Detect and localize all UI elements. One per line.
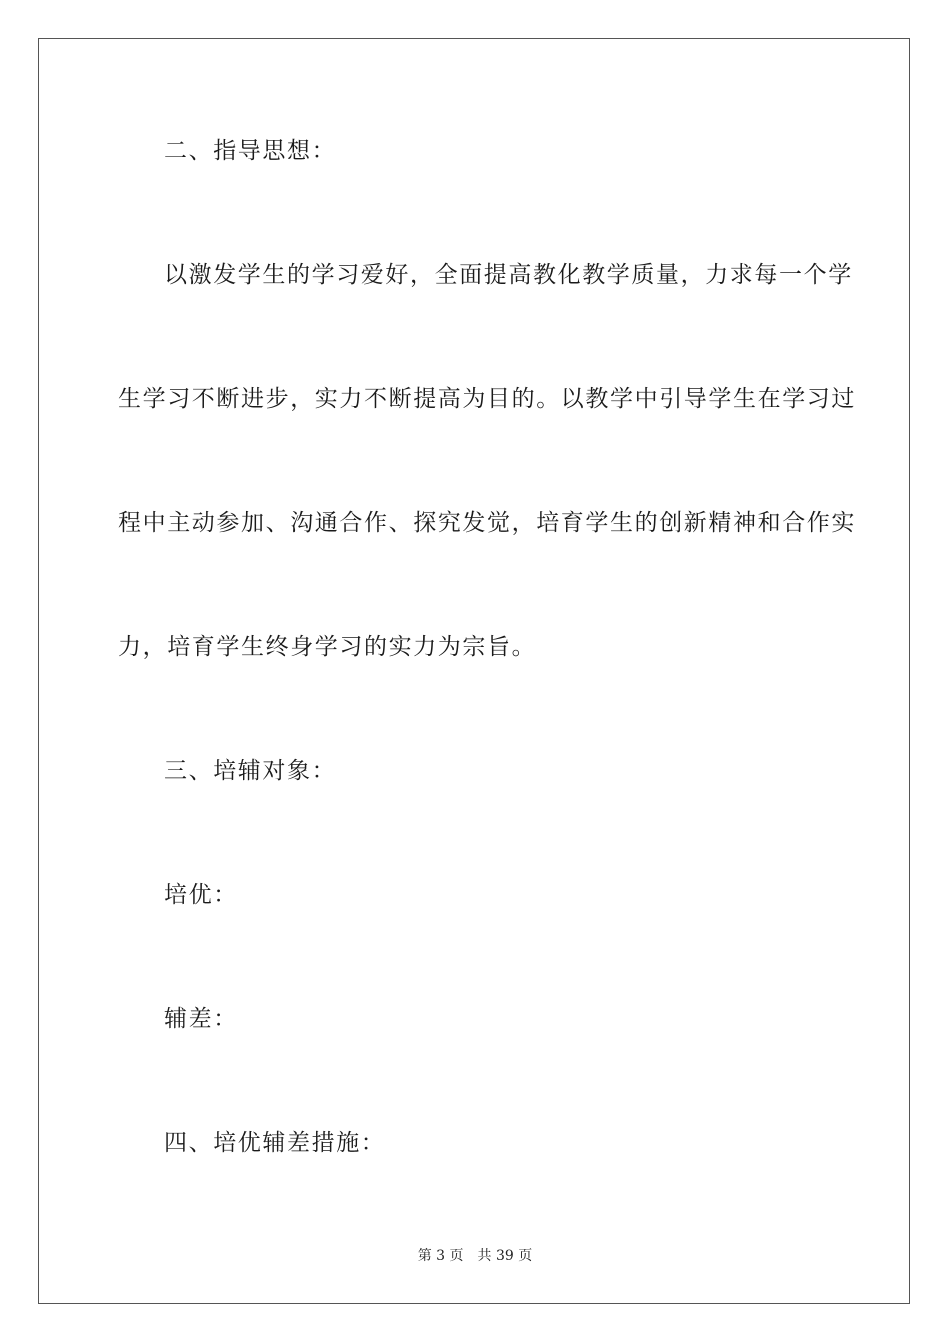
section-heading-target-students: 三、培辅对象： bbox=[164, 758, 337, 784]
paragraph-line: 生学习不断进步，实力不断提高为目的。以教学中引导学生在学习过 bbox=[118, 386, 856, 412]
paragraph-line: 力，培育学生终身学习的实力为宗旨。 bbox=[118, 634, 537, 660]
page-number: 第 3 页 bbox=[417, 1248, 464, 1264]
total-pages: 共 39 页 bbox=[477, 1248, 533, 1264]
paragraph-line: 以激发学生的学习爱好，全面提高教化教学质量，力求每一个学 bbox=[164, 262, 853, 288]
page-footer bbox=[0, 1247, 950, 1265]
section-heading-measures: 四、培优辅差措施： bbox=[164, 1130, 386, 1156]
item-label-excellent: 培优： bbox=[164, 882, 238, 908]
page-border bbox=[38, 38, 910, 1304]
item-label-remedial: 辅差： bbox=[164, 1006, 238, 1032]
section-heading-guiding-thought: 二、指导思想： bbox=[164, 138, 337, 164]
paragraph-line: 程中主动参加、沟通合作、探究发觉，培育学生的创新精神和合作实 bbox=[118, 510, 856, 536]
